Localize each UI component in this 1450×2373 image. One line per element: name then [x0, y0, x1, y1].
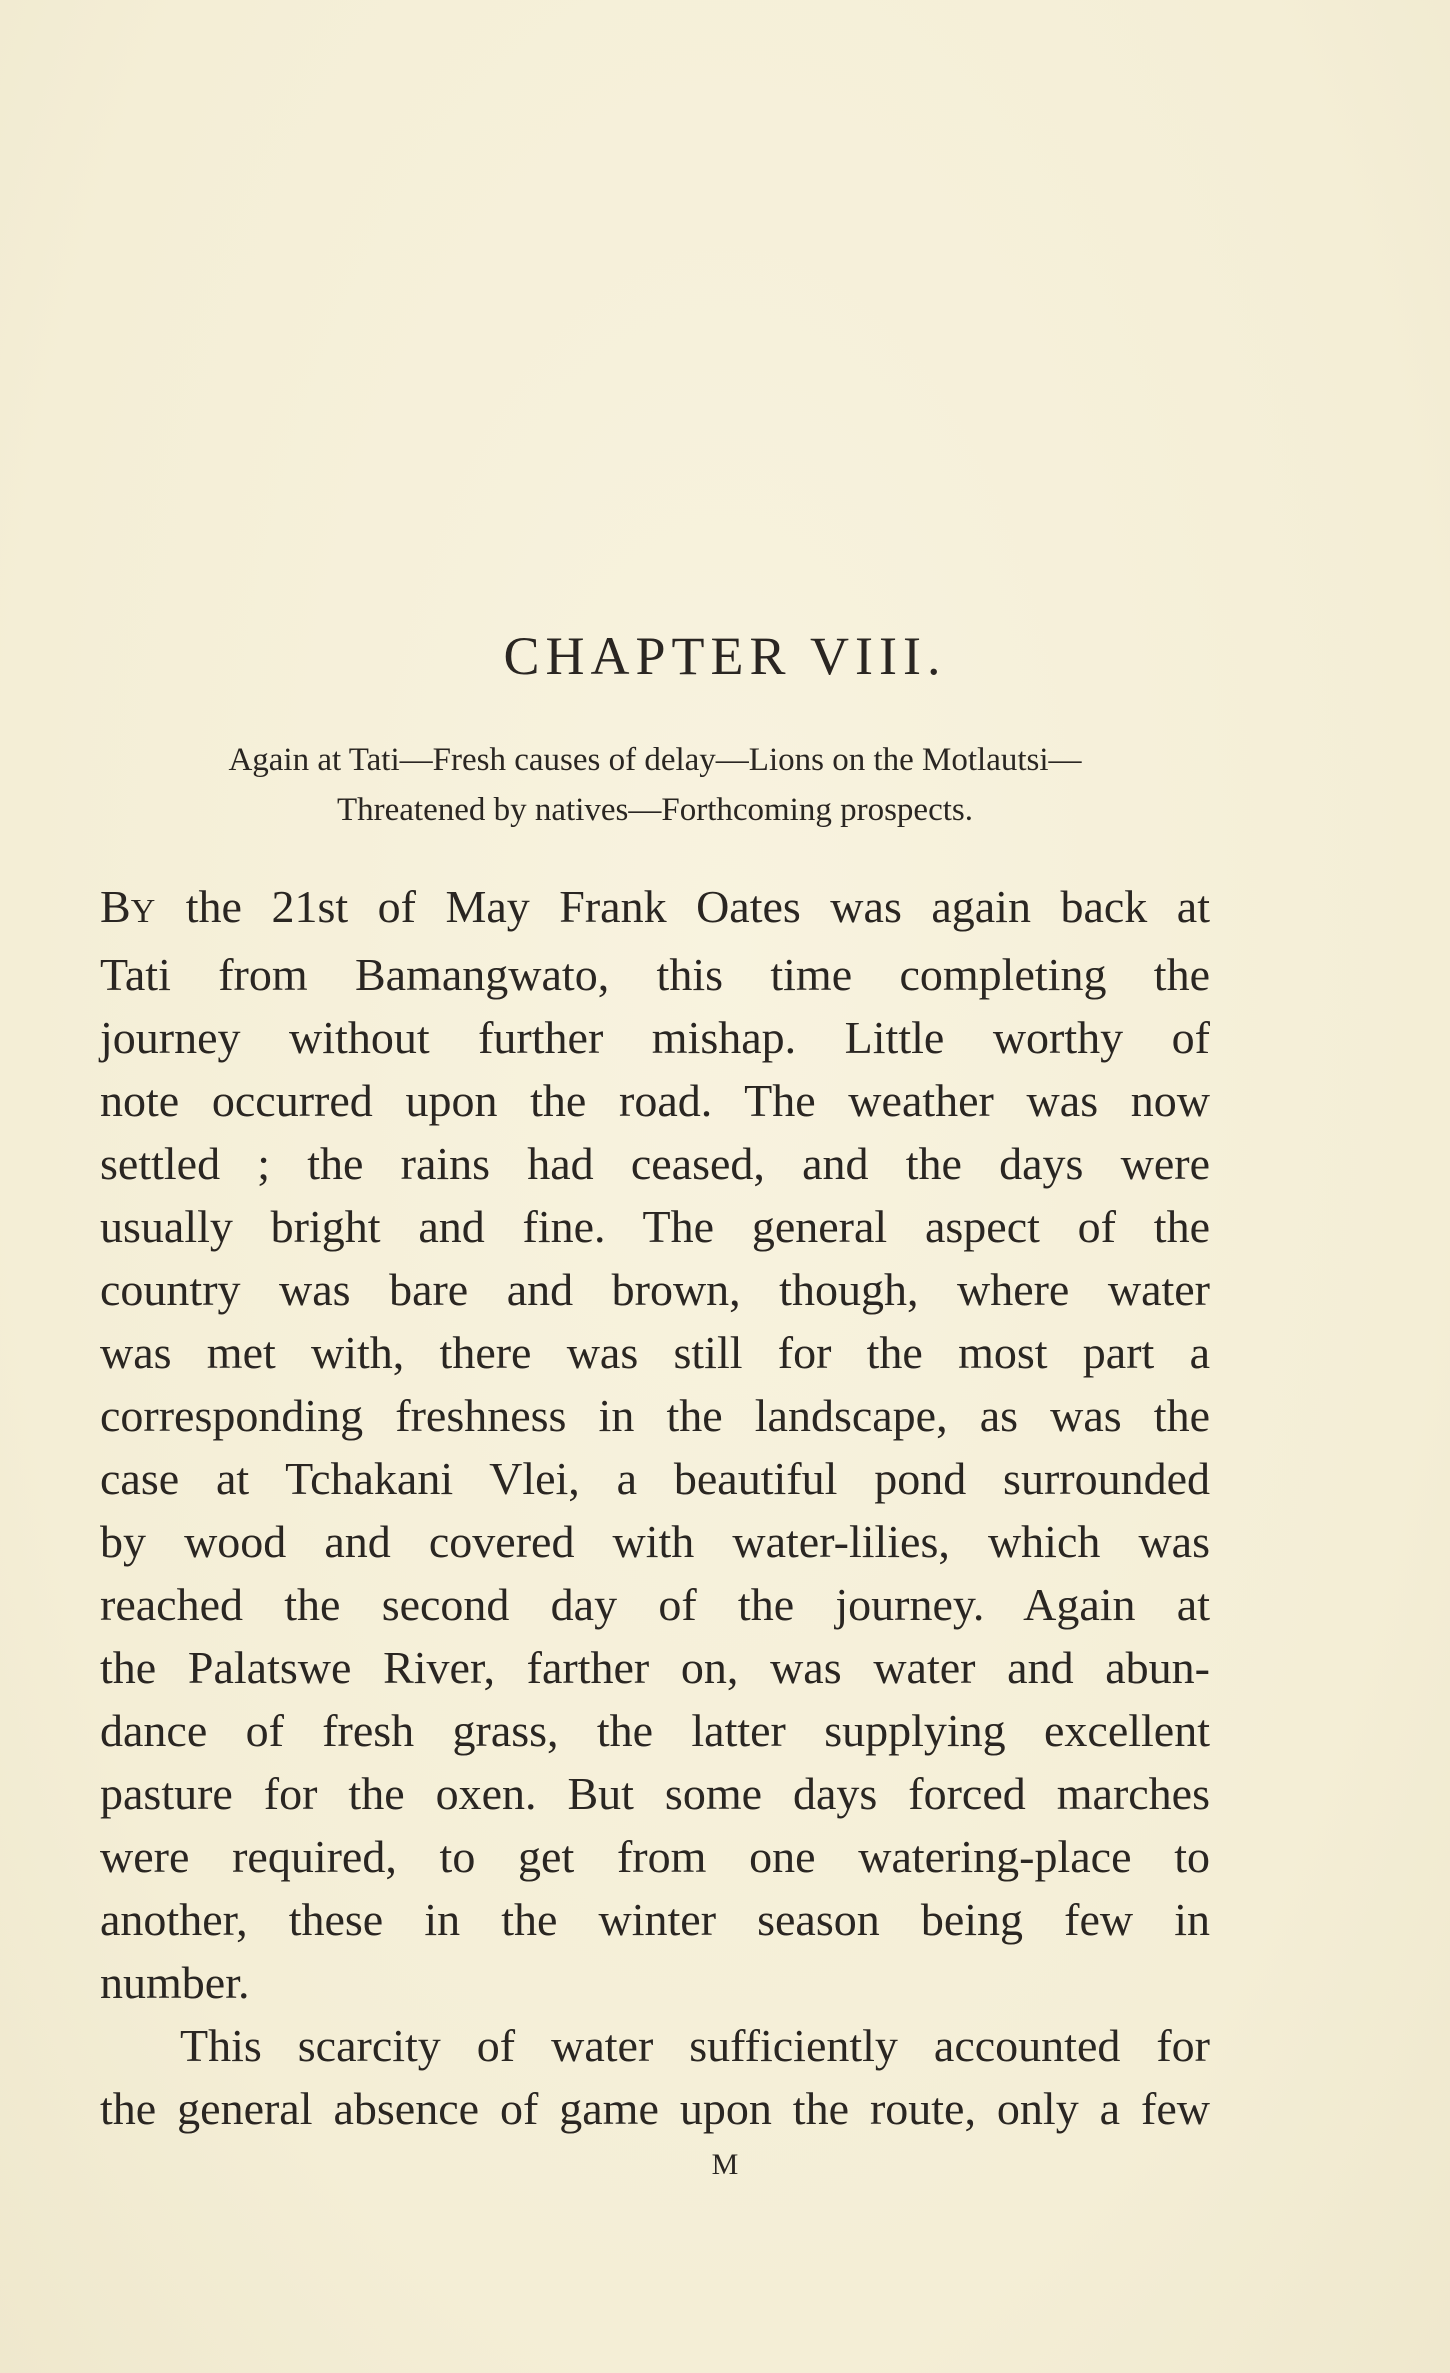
- body-line: pasture for the oxen. But some days forced marches: [100, 1768, 1210, 1819]
- body-line: were required, to get from one watering-place to: [100, 1831, 1210, 1882]
- body-line: number.: [100, 1957, 250, 2008]
- body-line: the general absence of game upon the route, only a few: [100, 2083, 1210, 2134]
- body-line: by wood and covered with water-lilies, which was: [100, 1516, 1210, 1567]
- body-line: was met with, there was still for the most part a: [100, 1327, 1210, 1378]
- body-line: Tati from Bamangwato, this time completing the: [100, 949, 1210, 1000]
- body-line: dance of fresh grass, the latter supplying excellent: [100, 1705, 1210, 1756]
- smallcap-letter: Y: [130, 893, 157, 930]
- signature-mark: M: [711, 2148, 739, 2181]
- synopsis-line: Again at Tati—Fresh causes of delay—Lions on the Motlautsi—: [228, 742, 1082, 778]
- dropcap-letter: B: [100, 881, 131, 932]
- body-line: This scarcity of water sufficiently accounted for: [180, 2020, 1210, 2071]
- body-line: another, these in the winter season being few in: [100, 1894, 1210, 1945]
- body-line: journey without further mishap. Little worthy of: [100, 1012, 1210, 1063]
- body-line: reached the second day of the journey. Again at: [100, 1579, 1210, 1630]
- body-line: settled ; the rains had ceased, and the days were: [100, 1138, 1210, 1189]
- body-line: note occurred upon the road. The weather was now: [100, 1075, 1210, 1126]
- body-line: [100, 875, 1210, 943]
- synopsis-line: Threatened by natives—Forthcoming prospects.: [336, 792, 973, 828]
- body-line: corresponding freshness in the landscape, as was the: [100, 1390, 1210, 1441]
- body-line: the Palatswe River, farther on, was water and abun-: [100, 1642, 1210, 1693]
- body-line-text: the 21st of May Frank Oates was again back at: [156, 881, 1210, 932]
- body-line: usually bright and fine. The general aspect of the: [100, 1201, 1210, 1252]
- body-text: [100, 875, 1210, 2140]
- chapter-synopsis: [100, 735, 1210, 835]
- body-line: case at Tchakani Vlei, a beautiful pond surrounded: [100, 1453, 1210, 1504]
- chapter-title: CHAPTER VIII.: [503, 626, 947, 686]
- body-line: country was bare and brown, though, where water: [100, 1264, 1210, 1315]
